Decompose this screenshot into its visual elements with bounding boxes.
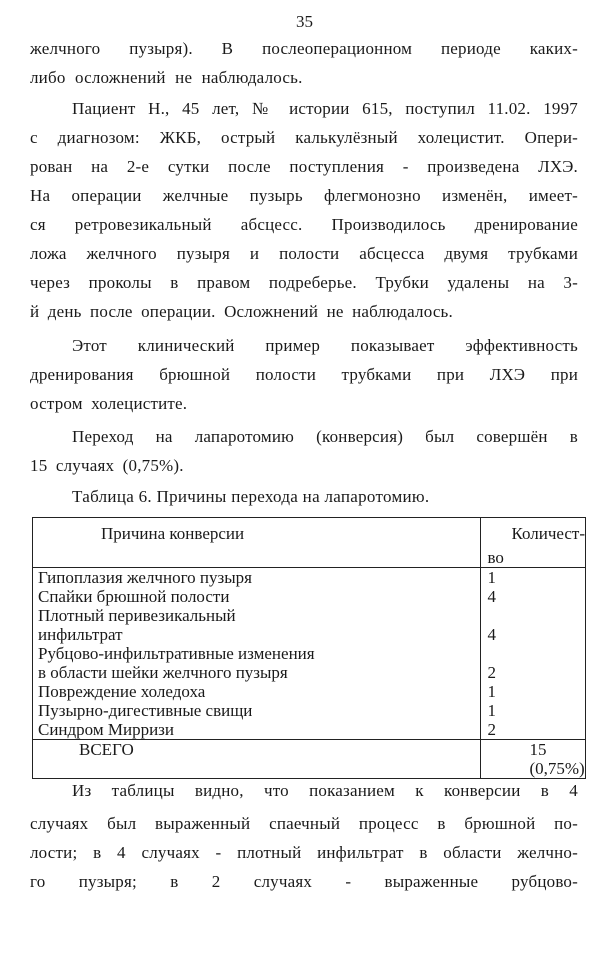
table-header-row [33,518,586,544]
text-line: либо осложнений не наблюдалось. [30,68,303,87]
table-caption: Таблица 6. Причины перехода на лапаротомию. [72,487,430,506]
count-cell: 2 [487,663,496,682]
cause-line: Рубцово-инфильтративные изменения [38,644,315,663]
count-cell: 1 [487,701,496,720]
header-cause: Причина конверсии [33,518,481,544]
text-line: случаях был выраженный спаечный процесс в брюшной по- [30,814,578,833]
count-cell: 4 [487,625,496,644]
text-line: й день после операции. Осложнений не наблюдалось. [30,302,453,321]
table-row [33,701,586,720]
text-line: Переход на лапаротомию (конверсия) был совершён в [72,427,578,446]
text-line: го пузыря; в 2 случаях - выраженные рубцово- [30,872,578,891]
table-row [33,587,586,606]
cause-cell: Спайки брюшной полости [33,587,481,606]
text-line: дренирования брюшной полости трубками при ЛХЭ при [30,365,578,384]
count-cell: 1 [487,682,496,701]
header-count-cont: во [481,543,586,568]
table-row [33,568,586,588]
text-line: Из таблицы видно, что показанием к конверсии в 4 [72,781,578,800]
text-line: через проколы в правом подреберье. Трубки удалены на 3- [30,273,578,292]
text-line: остром холецистите. [30,394,188,413]
table-row [33,720,586,740]
text-line: с диагнозом: ЖКБ, острый калькулёзный холецистит. Опери- [30,128,578,147]
total-value: 15 (0,75%) [481,740,586,779]
count-cell: 4 [487,587,496,606]
text-line: желчного пузыря). В послеоперационном периоде каких- [30,39,578,58]
total-label: ВСЕГО [33,740,481,779]
text-line: ся ретровезикальный абсцесс. Производилось дренирование [30,215,578,234]
text-line: Этот клинический пример показывает эффективность [72,336,578,355]
table-header-row [33,543,586,568]
text-line: рован на 2-е сутки после поступления - произведена ЛХЭ. [30,157,578,176]
text-line: лости; в 4 случаях - плотный инфильтрат в области желчно- [30,843,578,862]
count-cell: 2 [487,720,496,739]
cause-cell: Синдром Мирризи [33,720,481,740]
cause-cell [33,644,481,682]
text-line: На операции желчные пузырь флегмонозно изменён, имеет- [30,186,578,205]
text-line: Пациент Н., 45 лет, № истории 615, поступил 11.02. 1997 [72,99,578,118]
cause-line: в области шейки желчного пузыря [38,663,288,682]
cause-cell: Повреждение холедоха [33,682,481,701]
page-number: 35 [296,12,313,31]
cause-cell: Гипоплазия желчного пузыря [33,568,481,588]
text-line: 15 случаях (0,75%). [30,456,184,475]
cause-cell: Пузырно-дигестивные свищи [33,701,481,720]
table-row [33,644,586,682]
cause-cell [33,606,481,644]
table-row [33,682,586,701]
cause-line: инфильтрат [38,625,123,644]
conversion-causes-table [32,517,586,779]
table-total-row [33,740,586,779]
cause-line: Плотный перивезикальный [38,606,236,625]
count-cell: 1 [487,568,496,587]
text-line: ложа желчного пузыря и полости абсцесса двумя трубками [30,244,578,263]
header-count: Количест- [481,518,586,544]
table-row [33,606,586,644]
